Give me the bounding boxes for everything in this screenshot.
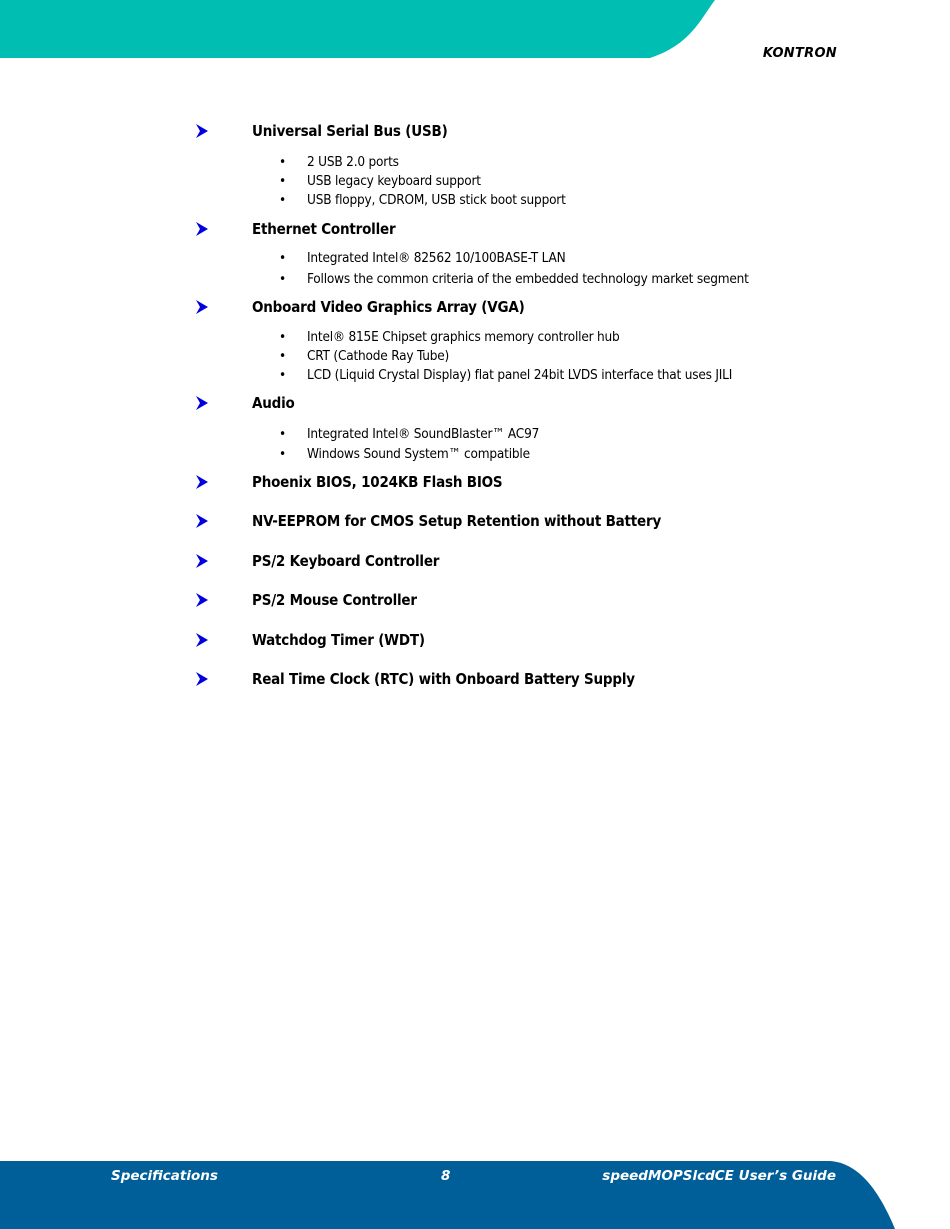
section-title: PS/2 Keyboard Controller [252, 552, 440, 570]
bullet-icon: • [279, 348, 286, 364]
list-item-text: USB floppy, CDROM, USB stick boot support [307, 192, 566, 208]
section-audio [196, 394, 295, 412]
section-title: Real Time Clock (RTC) with Onboard Battery Supply [252, 670, 635, 688]
section-eeprom [196, 512, 662, 530]
chevron-right-icon [196, 396, 208, 410]
bullet-icon: • [279, 426, 286, 442]
bullet-icon: • [279, 271, 286, 287]
chevron-right-icon [196, 672, 208, 686]
list-item [279, 329, 620, 345]
list-item [279, 173, 481, 189]
chevron-right-icon [196, 300, 208, 314]
list-item-text: 2 USB 2.0 ports [307, 154, 399, 170]
bullet-icon: • [279, 192, 286, 208]
header-band-shape [0, 0, 715, 58]
bullet-icon: • [279, 329, 286, 345]
list-item [279, 192, 566, 208]
section-title: Universal Serial Bus (USB) [252, 122, 448, 140]
section-watchdog [196, 631, 425, 649]
chevron-right-icon [196, 514, 208, 528]
bullet-icon: • [279, 173, 286, 189]
bullet-icon: • [279, 446, 286, 462]
footer-section-name: Specifications [111, 1168, 218, 1184]
section-bios [196, 473, 503, 491]
section-title: PS/2 Mouse Controller [252, 591, 417, 609]
brand-name: KONTRON [762, 46, 837, 61]
section-title: Ethernet Controller [252, 220, 396, 238]
list-item-text: Integrated Intel® 82562 10/100BASE-T LAN [307, 250, 566, 266]
section-title: Onboard Video Graphics Array (VGA) [252, 298, 525, 316]
section-title: NV-EEPROM for CMOS Setup Retention without Battery [252, 512, 662, 530]
section-usb [196, 122, 448, 140]
section-title: Phoenix BIOS, 1024KB Flash BIOS [252, 473, 503, 491]
list-item-text: LCD (Liquid Crystal Display) flat panel 24bit LVDS interface that uses JILI [307, 367, 733, 383]
section-title: Watchdog Timer (WDT) [252, 631, 425, 649]
chevron-right-icon [196, 633, 208, 647]
footer-guide-title: speedMOPSlcdCE User’s Guide [602, 1168, 836, 1184]
section-title: Audio [252, 394, 295, 412]
list-item [279, 426, 539, 442]
chevron-right-icon [196, 222, 208, 236]
section-mouse [196, 591, 417, 609]
chevron-right-icon [196, 554, 208, 568]
bullet-icon: • [279, 250, 286, 266]
list-item [279, 348, 449, 364]
list-item [279, 367, 732, 383]
list-item [279, 271, 749, 287]
list-item [279, 446, 530, 462]
list-item-text: Intel® 815E Chipset graphics memory controller hub [307, 329, 620, 345]
bullet-icon: • [279, 367, 286, 383]
list-item-text: CRT (Cathode Ray Tube) [307, 348, 450, 364]
list-item-text: USB legacy keyboard support [307, 173, 481, 189]
bullet-icon: • [279, 154, 286, 170]
list-item-text: Windows Sound System™ compatible [307, 446, 530, 462]
section-ethernet [196, 220, 396, 238]
list-item [279, 250, 565, 266]
chevron-right-icon [196, 475, 208, 489]
list-item-text: Integrated Intel® SoundBlaster™ AC97 [307, 426, 540, 442]
list-item [279, 154, 399, 170]
chevron-right-icon [196, 124, 208, 138]
section-rtc [196, 670, 635, 688]
list-item-text: Follows the common criteria of the embedded technology market segment [307, 271, 749, 287]
section-vga [196, 298, 525, 316]
chevron-right-icon [196, 593, 208, 607]
section-keyboard [196, 552, 440, 570]
footer-page-number: 8 [441, 1168, 451, 1184]
